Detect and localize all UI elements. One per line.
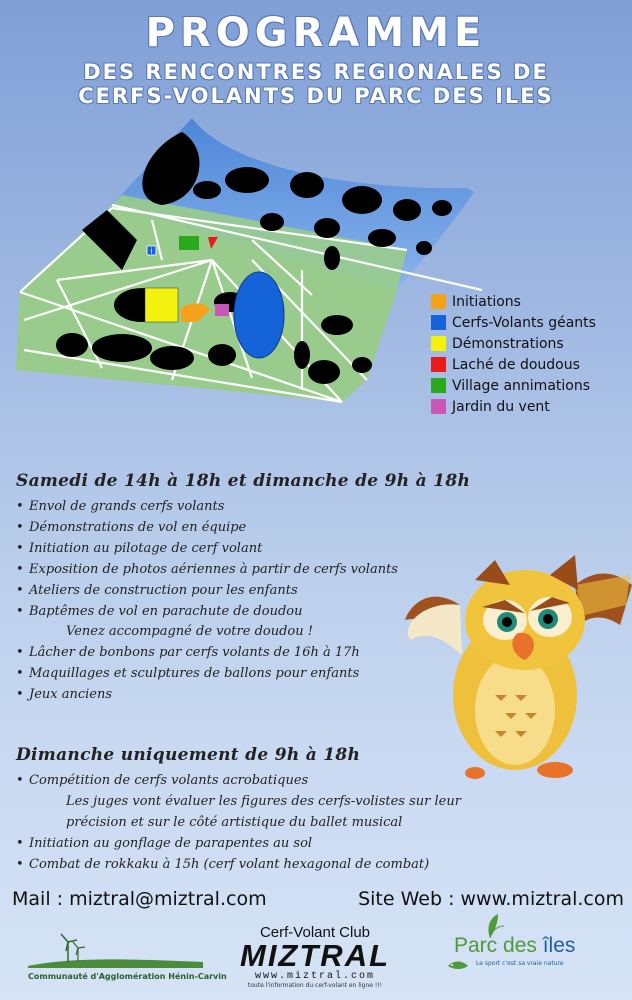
legend-swatch	[431, 357, 446, 372]
doudou-note: Venez accompagné de votre doudou !	[66, 624, 313, 640]
list-item: • Compétition de cerfs volants acrobatiques	[16, 773, 309, 788]
legend-label: Laché de doudous	[452, 356, 580, 373]
legend-label: Démonstrations	[452, 335, 564, 352]
legend-item	[431, 396, 596, 417]
list-item: • Démonstrations de vol en équipe	[16, 519, 247, 535]
club-name: Cerf-Volant Club	[259, 924, 371, 941]
legend-swatch	[431, 399, 446, 414]
list-item: • Lâcher de bonbons par cerfs volants de 16h à 17h	[16, 645, 360, 661]
legend-item	[431, 354, 596, 375]
brand-tagline: toute l'information du cerf-volant en ligne !!!	[247, 982, 383, 989]
map-zone-demonstrations	[145, 288, 178, 322]
wind-turbine-icon	[28, 932, 203, 972]
contact-line	[12, 888, 624, 910]
legend-label: Cerfs-Volants géants	[452, 314, 596, 331]
page-subtitle-line2: CERFS-VOLANTS DU PARC DES ILES	[78, 84, 554, 108]
brand-name: MIZTRAL	[240, 938, 391, 973]
legend-item	[431, 291, 596, 312]
legend-label: Jardin du vent	[452, 398, 550, 415]
legend-item	[431, 375, 596, 396]
map-zone-wind-garden	[215, 304, 229, 316]
page-title: PROGRAMME	[145, 10, 487, 56]
legend-item	[431, 333, 596, 354]
agglomeration-logo	[28, 932, 227, 984]
legend-swatch	[431, 378, 446, 393]
legend-label: Village annimations	[452, 377, 591, 394]
list-item: • Initiation au gonflage de parapentes au sol	[16, 835, 313, 851]
list-item: • Maquillages et sculptures de ballons pour enfants	[16, 666, 360, 682]
park-name: Parc des îles	[454, 934, 576, 957]
bird-icon	[446, 958, 476, 972]
competition-note-line2: précision et sur le côté artistique du ballet musical	[66, 814, 403, 830]
miztral-logo	[240, 924, 390, 989]
info-marker: i	[150, 246, 153, 256]
page-subtitle-line1: DES RENCONTRES REGIONALES DE	[83, 60, 549, 84]
map-zone-village	[179, 236, 199, 250]
map-zone-giant-kites	[234, 272, 284, 358]
list-item: • Baptêmes de vol en parachute de doudou	[16, 603, 303, 619]
list-item: • Exposition de photos aériennes à partir de cerfs volants	[16, 561, 398, 577]
website-link[interactable]: Site Web : www.miztral.com	[358, 888, 624, 910]
legend-item	[431, 312, 596, 333]
map-legend	[431, 291, 596, 417]
owl-kite-image	[400, 545, 632, 795]
list-item: • Ateliers de construction pour les enfants	[16, 582, 298, 598]
weekend-heading: Samedi de 14h à 18h et dimanche de 9h à 18h	[16, 471, 471, 491]
list-item: • Combat de rokkaku à 15h (cerf volant hexagonal de combat)	[16, 856, 430, 872]
brand-url: www.miztral.com	[254, 971, 375, 982]
list-item: • Envol de grands cerfs volants	[16, 499, 225, 514]
legend-swatch	[431, 336, 446, 351]
legend-label: Initiations	[452, 293, 521, 310]
parc-des-iles-logo	[446, 912, 576, 984]
list-item: • Initiation au pilotage de cerf volant	[16, 540, 263, 556]
sunday-heading: Dimanche uniquement de 9h à 18h	[16, 745, 361, 765]
legend-swatch	[431, 315, 446, 330]
email-link[interactable]: Mail : miztral@miztral.com	[12, 888, 267, 910]
park-tagline: Le sport c'est sa vraie nature	[476, 960, 564, 967]
agglomeration-name: Communauté d'Agglomération Hénin-Carvin	[28, 972, 227, 981]
competition-note-line1: Les juges vont évaluer les figures des cerfs-volistes sur leur	[66, 793, 461, 809]
park-map	[12, 110, 482, 410]
list-item: • Jeux anciens	[16, 687, 113, 703]
legend-swatch	[431, 294, 446, 309]
